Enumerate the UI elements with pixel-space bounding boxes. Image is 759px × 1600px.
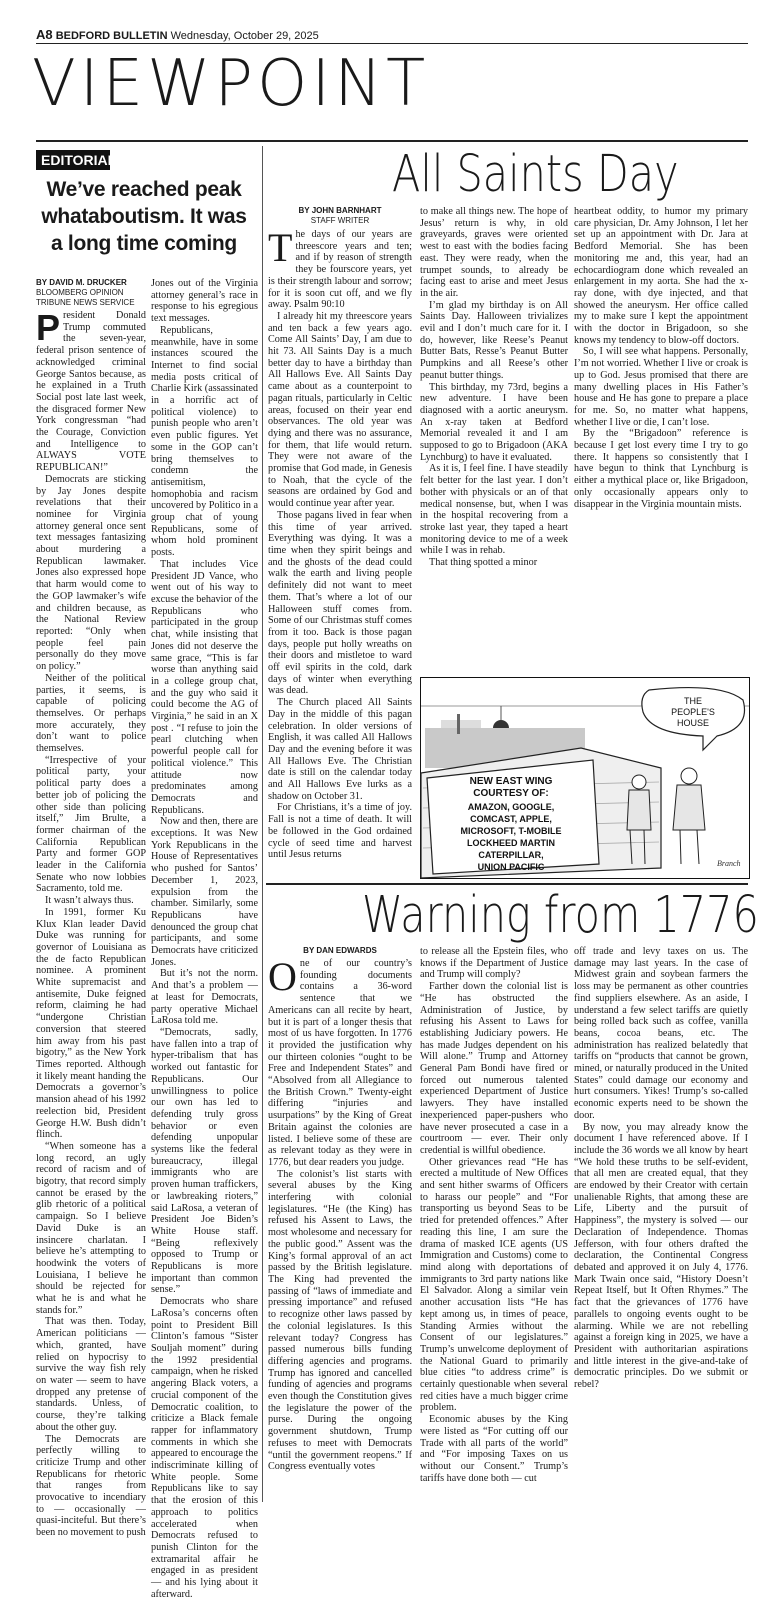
editorial-paragraph: The Democrats are perfectly willing to criticize Trump and other Republicans for rhetoric that ranges from provocative to incendiary to — occasionally — quasi-inciteful. But there’s been no movement to push (36, 1433, 146, 1539)
warning-paragraph (268, 954, 412, 1169)
cartoonist-signature: Branch (717, 859, 741, 868)
editorial-paragraph: “When someone has a long record, an ugly record of racism and of bigotry, that record simply cannot be erased by the glib rhetoric of a political campaign. So I believe David Duke is an insincere charlatan. I believe he’s attempting to hoodwink the voters of Louisiana, I believe he should be rejected for what he is and what he stands for.” (36, 1140, 146, 1316)
warning-paragraph: By now, you may already know the document I have referenced above. If I include the 36 words we all know by heart “We hold these truths to be self-evident, that all men are created equal, that they are endowed by their Creator with certain unalienable Rights, that among these are Life, Liberty and the pursuit of Happiness”, the mystery is solved — our Declaration of Independence. Thomas Jefferson, with four others drafted the declaration, the Continental Congress debated and approved it on July 4, 1776. Mark Twain once said, “History Doesn’t Repeat Itself, but It Often Rhymes.” The fact that the grievances of 1776 have parallels to ongoing events ought to be alarming. While we are not rebelling against a foreign king in 2025, we have a President with authoritarian aspirations and little interest in the give-and-take of democratic principles. Do we submit or rebel? (574, 1121, 748, 1391)
all-saints-paragraph: Those pagans lived in fear when this time of year arrived. Everything was dying. It was a time when they spirit beings and and the ghosts of the dead could walk the earth and living people definitely did not want to meet them. That’s where a lot of our Halloween stuff comes from. Some of our Christmas stuff comes from it too. Back is those pagan days, people put holly wreaths on their doors and mistletoe to ward off evil spirits in the cold, dark days of winter when everything was dead. (268, 509, 412, 697)
editorial-paragraph: That was then. Today, American politicians — which, granted, have relied on hypocrisy to survive the way fish rely on water — seem to have dropped any pretense of standards. Unless, of course, they’re talking about the other guy. (36, 1316, 146, 1433)
editorial-paragraph: “Irrespective of your political party, your political party does a better job of policing the other side than policing itself,” Jim Brulte, a former chairman of the California Republican Party and former GOP leader in the California Senate who now lobbies Sacramento, told me. (36, 754, 146, 895)
editorial-paragraph: Democrats who share LaRosa’s concerns often point to President Bill Clinton’s famous “Sister Souljah moment” during the 1992 presidential campaign, when he risked angering Black voters, a crucial component of the Democratic coalition, to criticize a Black female rapper for inflammatory comments in which she appeared to encourage the indiscriminate killing of White people. Some Republicans like to say that the erosion of this approach to politics accelerated when Democrats refused to punish Clinton for the extramarital affair he engaged in as president — and his lying about it afterward. (151, 1296, 258, 1600)
all-saints-paragraph: That thing spotted a minor (429, 557, 538, 569)
warning-paragraph: Farther down the colonial list is “He has obstructed the Administration of Justice, by refusing his Assent to Laws for establishing Judiciary powers. He has made Judges dependent on his Will alone.” Trump and Attorney General Pam Bondi have fired or forced out numerous talented experienced Department of Justice lawyers. They have installed inexperienced paper-pushers who have never prosecuted a case in a courtroom — ever. Their only credential is willful obedience. (420, 981, 568, 1156)
warning-paragraph-text: ne of our country’s founding documents contains a 36-word sentence that we Americans can all recite by heart, but it is part of a longer thesis that most of us have forgotten. In 1776 it provided the justification why our thirteen colonies “ought to be Free and Independent States” and “Absolved from all Allegiance to the British Crown.” Twenty-eight differing “injuries and usurpations” by the King of Great Britain against the colonies are listed. I believe some of these are as relevant today as they were in 1776, but dear readers you judge. (268, 958, 412, 1168)
sign-line: COMCAST, APPLE, (470, 814, 552, 824)
all-saints-paragraph: As it is, I feel fine. I have steadily felt better for the last year. I don’t bother with physicals or an of that medical nonsense, but, when I was in the hospital recovering from a stroke last year, they taped a heart monitoring device to me of a week while I was in rehab. (420, 463, 568, 557)
speech-line-1: THE (684, 696, 702, 706)
all-saints-paragraph: I’m glad my birthday is on All Saints Day. Halloween trivializes evil and I don’t much care for it. I do, however, like Reese’s Peanut Butter Bats, Resse’s Peanut Butter Pumpkins and all Reese’s other peanut butter things. (420, 299, 568, 381)
editorial-label: EDITORIAL (36, 150, 110, 170)
all-saints-column-1 (268, 225, 412, 861)
all-saints-drop-cap: T (268, 225, 293, 270)
warning-column-3 (574, 946, 748, 1502)
top-rule (36, 43, 748, 44)
warning-paragraph: off trade and levy taxes on us. The damage may last years. In the case of Midwest grain and soybean farmers the loss may be permanent as other countries find suppliers elsewhere. As an aside, I understand a few select tariffs are quietly being rolled back such as coffee, vanilla beans, cocoa beans, etc. The administration has realized belatedly that tariffs on “products that cannot be grown, mined, or naturally produced in the United States” could damage our economy and hurt consumers. Yikes! Trump’s so-called economic experts need to be shown the door. (574, 946, 748, 1121)
editorial-paragraph: Now and then, there are exceptions. It was New York Republicans in the House of Representatives who pushed for Santos’ December 1, 2023, expulsion from the chamber. Similarly, some Republicans have denounced the group chat participants, and some Democrats have criticized Jones. (151, 816, 258, 968)
section-title: VIEWPOINT (32, 47, 430, 121)
warning-paragraph: to release all the Epstein files, who knows if the Department of Justice and Trump will comply? (420, 946, 568, 981)
masthead-rule (36, 140, 748, 142)
editorial-headline: We’ve reached peak whataboutism. It was a long time coming (41, 178, 247, 255)
all-saints-paragraph: This birthday, my 73rd, begins a new adventure. I have been diagnosed with a aortic aneurysm. An x-ray taken at Bedford Memorial revealed it and I am supposed to go to Brigadoon (AKA Lynchburg) to have it evaluated. (420, 381, 568, 463)
all-saints-headline: All Saints Day (392, 143, 679, 203)
warning-paragraph: Economic abuses by the King were listed as “For cutting off our Trade with all parts of the world” and “For imposing Taxes on us without our Consent.” Trump’s tariffs have done both — cut (420, 1414, 568, 1484)
editorial-byline: BY DAVID M. DRUCKER (36, 278, 127, 287)
warning-byline: BY DAN EDWARDS (303, 946, 377, 955)
speech-line-3: HOUSE (676, 718, 710, 728)
warning-paragraph: The colonist’s list starts with several abuses by the King interfering with colonial legislatures. “He (the King) has refused his Assent to Laws, the most wholesome and necessary for the public good.” Assent was the King’s formal approval of an act passed by the British legislature. The King had prevented the passing of “laws of immediate and pressing importance” and refused to recognize other laws passed by the colonial legislatures. Is this relevant today? Congress has passed numerous bills funding differing agencies and programs. Trump has ignored and cancelled funding of agencies and programs even though the Constitution gives the legislature the power of the purse. During the ongoing government shutdown, Trump refuses to meet with Democrats “until the government reopens.” If Congress eventually votes (268, 1168, 412, 1473)
man-right-icon (673, 768, 705, 864)
warning-drop-cap: O (268, 954, 297, 999)
sign-line: NEW EAST WING (469, 776, 553, 787)
all-saints-paragraph: For Christians, it’s a time of joy. Fall is not a time of death. It will be followed in the God ordained cycle of seed time and harvest until Jesus returns (268, 802, 412, 861)
speech-line-2: PEOPLE'S (671, 707, 715, 717)
sign-line: COURTESY OF: (473, 788, 549, 799)
editorial-affiliation-1: BLOOMBERG OPINION (36, 288, 124, 297)
all-saints-paragraph: By the “Brigadoon” reference is because I get lost every time I try to go there. It happens so consistently that I have begun to think that Lynchburg is either a mythical place or, like Brigadoon, only occasionally appears only to disappear in the Virginia mountain mists. (574, 428, 748, 510)
column-divider (262, 146, 263, 1502)
editorial-drop-cap: P (36, 307, 61, 348)
all-saints-paragraph: to make all things new. The hope of Jesus’ return is why, in old graveyards, graves were oriented west to east with the bodies facing east. They were ready, when the trumpet sounds, to already be facing east to arise and meet Jesus in the air. (420, 206, 568, 299)
editorial-column-1 (36, 307, 146, 1539)
editorial-paragraph: Democrats are sticking by Jay Jones despite revelations that their nominee for Virginia attorney general once sent text messages fantasizing about murdering a Republican lawmaker. Jones also expressed hope that harm would come to the GOP lawmaker’s wife and children because, as the National Review reported: “Only when people feel pain personally do they move on policy.” (36, 473, 146, 673)
editorial-paragraph: In 1991, former Ku Klux Klan leader David Duke was running for governor of Louisiana as the de facto Republican nominee. A prominent White supremacist and antisemite, Duke feigned reform, claiming he had “undergone Christian conversion that steered him away from his past bigotry,” as the New York Times reported. Although it likely meant handing the Democrats a governor’s mansion ahead of his 1992 reelection bid, President George H.W. Bush didn’t flinch. (36, 906, 146, 1141)
all-saints-column-3 (574, 206, 748, 671)
all-saints-byline-block (268, 206, 412, 226)
warning-column-2 (420, 946, 568, 1502)
issue-date: Wednesday, October 29, 2025 (170, 30, 319, 42)
editorial-byline-block (36, 278, 146, 308)
warning-headline: Warning from 1776 (362, 884, 759, 944)
flagpole-icon (457, 714, 460, 734)
all-saints-paragraph-text: he days of our years are threescore years and ten; and if by reason of strength they be fourscore years, yet is their strength labour and sorrow; for it is soon cut off, and we fly away. Psalm 90:10 (268, 229, 412, 311)
editorial-paragraph: Republicans, meanwhile, have in some instances scoured the Internet to find social media posts critical of Charlie Kirk (assassinated in a horrific act of political violence) to punish people who aren’t even public figures. Yet some in the GOP can’t bring themselves to condemn the antisemitism, homophobia and racism uncovered by Politico in a group chat of young Republicans, some of whom hold prominent posts. (151, 324, 258, 559)
editorial-paragraph: But it’s not the norm. And that’s a problem — at least for Democrats, party operative Michael LaRosa told me. (151, 968, 258, 1027)
all-saints-paragraph (268, 225, 412, 311)
editorial-paragraph (36, 307, 146, 474)
folio (36, 27, 319, 42)
sign-line: AMAZON, GOOGLE, (467, 802, 555, 812)
all-saints-paragraph: I already hit my threescore years and ten back a few years ago. Come All Saints’ Day, I am due to hit 73. All Saints Day is a much better day to have a birthday than All Hallows Eve. All Saints Day came about as a counterpoint to pagan rituals, particularly in Celtic areas, focused on their year end observances. The old year was dying and there was no assurance, for them, that life would return. They were not aware of the promise that God made, in Genesis to Noah, that the cycle of the seasons are ordained by God and would continue year after year. (268, 310, 412, 510)
page-number: A8 (36, 27, 53, 42)
all-saints-paragraph: So, I will see what happens. Personally, I’m not worried. Whether I live or croak is up to God. Jesus promised that there are many dwelling places in His Father’s house and He has gone to prepare a place for me. So, no matter what happens, whether I live or die, I can’t lose. (574, 346, 748, 428)
editorial-column-2 (151, 278, 258, 1600)
warning-paragraph: Other grievances read “He has erected a multitude of New Offices and sent hither swarms of Officers to harass our people” and “For transporting us beyond Seas to be tried for pretended offences.” After reading this line, I am sure the drama of masked ICE agents (US Immigration and Customs) come to mind along with deportations of immigrants to 3rd party nations like El Salvador. Along a similar vein another accusation lists “He has kept among us, in times of peace, Standing Armies without the Consent of our legislatures.” Trump’s unwelcome deployment of the National Guard to primarily blue cities “to address crime” is certainly questionable when several red cities have a much bigger crime problem. (420, 1156, 568, 1414)
sign-line: LOCKHEED MARTIN (467, 838, 555, 848)
all-saints-column-2 (420, 206, 568, 671)
editorial-paragraph-text: resident Donald Trump commuted the seven-year, federal prison sentence of acknowledged criminal George Santos because, as he explained in a Truth Social post late last week, the disgraced former New York congressman “had the Courage, Conviction and Intelligence to ALWAYS VOTE REPUBLICAN!” (36, 310, 146, 474)
editorial-paragraph: It wasn’t always thus. (45, 895, 134, 907)
editorial-paragraph: That includes Vice President JD Vance, who went out of his way to excuse the behavior of the Republicans who participated in the group chat, while insisting that Jones did not deserve the same grace, “This is far worse than anything said in a college group chat, and the guy who said it could become the AG of Virginia,” he said in an X post . “I refuse to join the pearl clutching when powerful people call for political violence.” This attitude now predominates among Democrats and Republicans. (151, 558, 258, 816)
sign-line: UNION PACIFIC (477, 862, 545, 872)
all-saints-paragraph: heartbeat oddity, to humor my primary care physician, Dr. Amy Johnson, I let her set up an appointment with Dr. Jara at Bedford Memorial. She has been monitoring me and, this year, had an echocardiogram done which revealed an enlargement in my aorta. She had the x-ray done, with dye injected, and that showed the aneurysm. Her office called my to make sure I kept the appointment with the doctor in Brigadoon, so she knows my tendency to blow-off doctors. (574, 206, 748, 346)
editorial-paragraph: Jones out of the Virginia attorney general’s race in response to his egregious text messages. (151, 278, 258, 325)
editorial-paragraph: Neither of the political parties, it seems, is capable of policing themselves. Or perhaps more accurately, they don’t want to police themselves. (36, 672, 146, 755)
sign-line: MICROSOFT, T-MOBILE (460, 826, 562, 836)
editorial-affiliation-2: TRIBUNE NEWS SERVICE (36, 298, 135, 307)
all-saints-byline: BY JOHN BARNHART (298, 206, 382, 215)
editorial-paragraph: “Democrats, sadly, have fallen into a trap of hyper-tribalism that has worked out fantastic for Republicans. Our unwillingness to police our own has led to defending truly gross behavior or even defending unpopular systems like the federal bureaucracy, illegal immigrants who are proven human traffickers, or lawbreaking rioters,” said LaRosa, a veteran of President Joe Biden’s White House staff. “Being reflexively opposed to Trump or Republicans is more important than common sense.” (151, 1027, 258, 1296)
warning-column-1 (268, 954, 412, 1502)
cartoon-drawing (421, 678, 749, 878)
all-saints-paragraph: The Church placed All Saints Day in the middle of this pagan celebration. In older versions of English, it was called All Hallows Day and the evening before it was All Hallows Eve. The Christian date is still on the calendar today and All Hallows Eve lurks as a shadow on October 31. (268, 697, 412, 802)
publication-name: BEDFORD BULLETIN (55, 30, 168, 42)
all-saints-role: STAFF WRITER (310, 216, 370, 225)
editorial-cartoon (420, 677, 750, 879)
sign-line: CATERPILLAR, (478, 850, 544, 860)
